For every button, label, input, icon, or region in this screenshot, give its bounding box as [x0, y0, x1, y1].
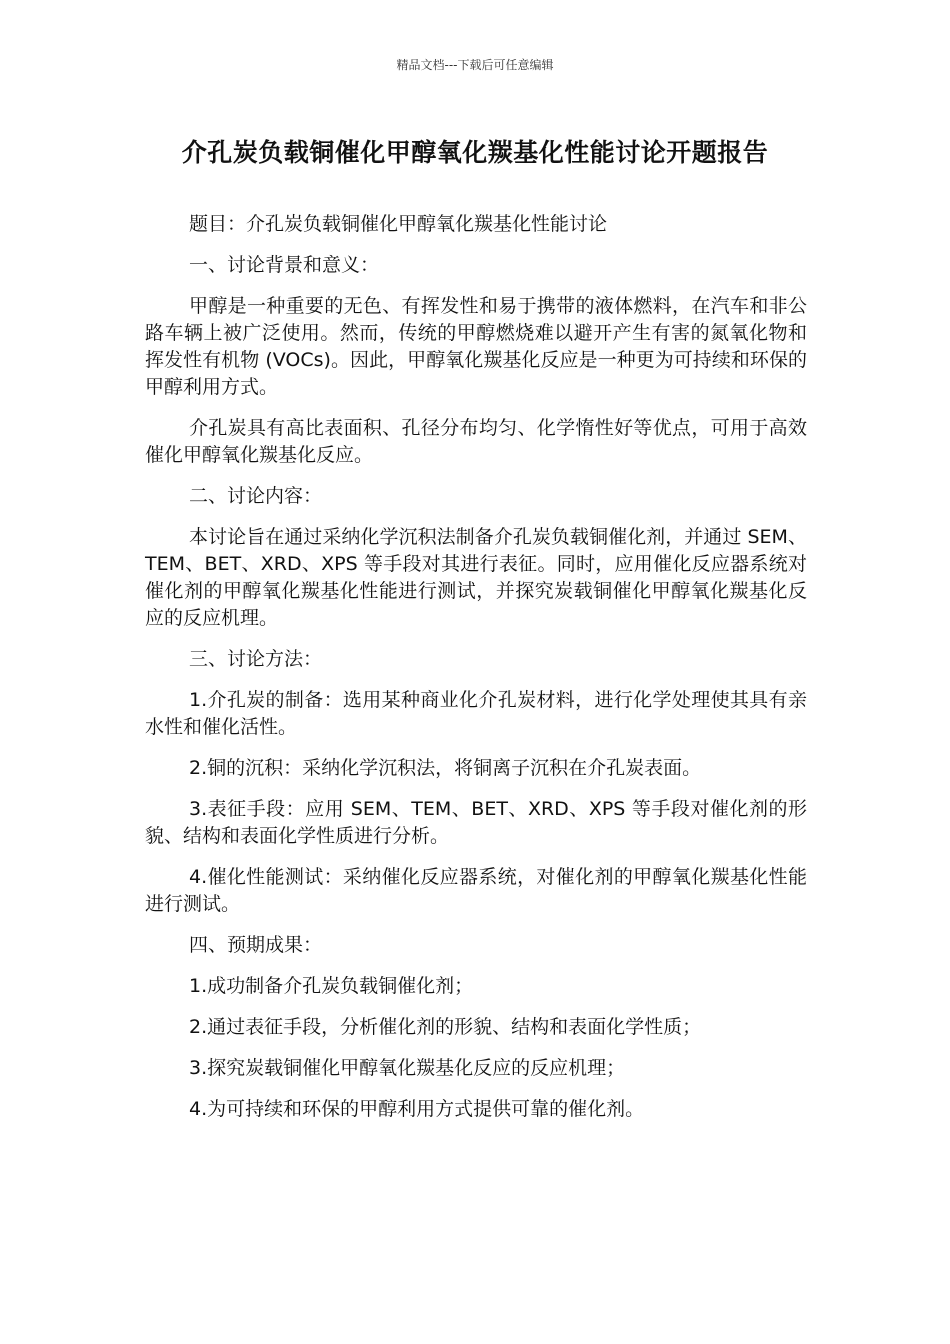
outcome-item-2: 2.通过表征手段，分析催化剂的形貌、结构和表面化学性质；: [189, 1016, 702, 1038]
method-item-2: 2.铜的沉积：采纳化学沉积法，将铜离子沉积在介孔炭表面。: [189, 757, 702, 779]
section-heading-content: 二、讨论内容：: [189, 485, 323, 507]
background-paragraph-2: 介孔炭具有高比表面积、孔径分布均匀、化学惰性好等优点，可用于高效催化甲醇氧化羰基化反应。: [145, 417, 807, 466]
method-item-3: 3.表征手段：应用 SEM、TEM、BET、XRD、XPS 等手段对催化剂的形貌、结构和表面化学性质进行分析。: [145, 798, 807, 847]
outcome-item-3: 3.探究炭载铜催化甲醇氧化羰基化反应的反应机理；: [189, 1057, 626, 1079]
outcome-item-1: 1.成功制备介孔炭负载铜催化剂；: [189, 975, 474, 997]
section-heading-outcomes: 四、预期成果：: [189, 934, 323, 956]
document-body: [145, 211, 807, 1137]
method-item-1: 1.介孔炭的制备：选用某种商业化介孔炭材料，进行化学处理使其具有亲水性和催化活性。: [145, 689, 807, 738]
header-note: 精品文档---下载后可任意编辑: [396, 58, 554, 72]
topic-line: 题目：介孔炭负载铜催化甲醇氧化羰基化性能讨论: [189, 213, 608, 235]
method-item-4: 4.催化性能测试：采纳催化反应器系统，对催化剂的甲醇氧化羰基化性能进行测试。: [145, 866, 807, 915]
outcome-item-4: 4.为可持续和环保的甲醇利用方式提供可靠的催化剂。: [189, 1098, 645, 1120]
document-title: 介孔炭负载铜催化甲醇氧化羰基化性能讨论开题报告: [181, 138, 769, 167]
section-heading-methods: 三、讨论方法：: [189, 648, 323, 670]
background-paragraph-1: 甲醇是一种重要的无色、有挥发性和易于携带的液体燃料，在汽车和非公路车辆上被广泛使用。然而，传统的甲醇燃烧难以避开产生有害的氮氧化物和挥发性有机物 (VOCs)。因此，甲醇氧化羰基化反应是一种更为可持续和环保的甲醇利用方式。: [145, 295, 807, 398]
content-paragraph: 本讨论旨在通过采纳化学沉积法制备介孔炭负载铜催化剂，并通过 SEM、TEM、BET、XRD、XPS 等手段对其进行表征。同时，应用催化反应器系统对催化剂的甲醇氧化羰基化性能进行测试，并探究炭载铜催化甲醇氧化羰基化反应的反应机理。: [145, 526, 807, 629]
section-heading-background: 一、讨论背景和意义：: [189, 254, 380, 276]
